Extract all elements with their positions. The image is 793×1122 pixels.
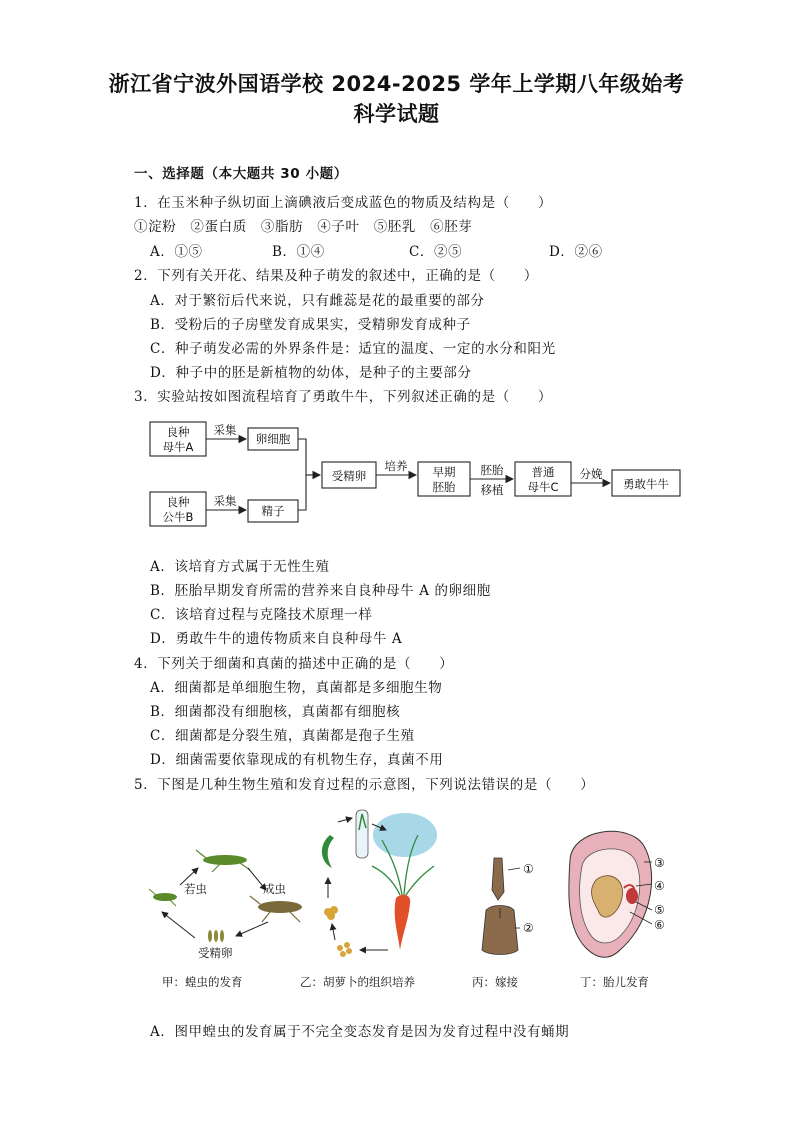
q3-option-d: D．勇敢牛牛的遗传物质来自良种母牛 A [150,631,403,647]
adult-label: 成虫 [263,882,286,896]
q1-option-a: A．①⑤ [150,244,203,260]
locust-nymph-icon [149,889,177,906]
birth-label: 分娩 [579,467,603,481]
breeding-flow-diagram [140,412,700,537]
sperm-label: 精子 [261,504,285,518]
locust-eggs-icon [208,930,224,942]
carrot-leaves-bg [373,813,437,857]
result-label: 勇敢牛牛 [623,477,669,491]
q1-option-c: C．②⑤ [409,244,463,260]
zygote-label: 受精卵 [331,469,367,483]
box-a-line1: 良种 [166,425,190,439]
scion-icon [492,858,504,900]
explant-icon [322,835,334,868]
q4-option-d: D．细菌需要依靠现成的有机物生存，真菌不用 [150,752,444,768]
mark-3: ③ [654,856,665,870]
mark-6: ⑥ [654,918,665,932]
placenta-icon [626,888,638,904]
mark-4: ④ [654,879,665,893]
locust-cycle [149,850,302,960]
q3-option-c: C．该培育过程与克隆技术原理一样 [150,607,373,623]
box-b-line1: 良种 [166,495,190,509]
question-2-stem: 2．下列有关开花、结果及种子萌发的叙述中，正确的是（ ） [134,268,538,284]
q2-option-a: A．对于繁衍后代来说，只有雌蕊是花的最重要的部分 [150,293,485,309]
collect-label-top: 采集 [213,423,237,437]
q5-option-a: A．图甲蝗虫的发育属于不完全变态发育是因为发育过程中没有蛹期 [150,1024,570,1040]
box-a-line2: 母牛A [162,440,194,454]
q4-option-a: A．细菌都是单细胞生物，真菌都是多细胞生物 [150,680,443,696]
question-1-stem: 1．在玉米种子纵切面上滴碘液后变成蓝色的物质及结构是（ ） [134,195,553,211]
locust-adult-top-icon [196,850,250,872]
mark-2: ② [523,921,534,935]
section-heading: 一、选择题（本大题共 30 小题） [134,166,348,182]
caption-yi: 乙：胡萝卜的组织培养 [300,975,415,989]
q3-option-a: A．该培育方式属于无性生殖 [150,559,330,575]
q2-option-d: D．种子中的胚是新植物的幼体，是种子的主要部分 [150,365,472,381]
mark-5: ⑤ [654,903,665,917]
reproduction-figure [140,800,700,1000]
q1-option-b: B．①④ [272,244,325,260]
question-1-items: ①淀粉 ②蛋白质 ③脂肪 ④子叶 ⑤胚乳 ⑥胚芽 [134,219,473,235]
page-title: 浙江省宁波外国语学校 2024-2025 学年上学期八年级始考 [108,72,685,96]
carrot-culture [322,810,437,957]
culture-label: 培养 [384,459,408,473]
cells-icon [337,942,352,957]
locust-adult-icon [250,896,302,922]
caption-bing: 丙：嫁接 [472,975,518,989]
question-3-stem: 3．实验站按如图流程培育了勇敢牛牛，下列叙述正确的是（ ） [134,389,553,405]
embryo-line1: 早期 [432,465,456,479]
collect-label-bottom: 采集 [213,494,237,508]
page-subtitle: 科学试题 [353,102,440,126]
egg-label: 卵细胞 [255,432,291,446]
q4-option-b: B．细菌都没有细胞核，真菌都有细胞核 [150,704,401,720]
transfer-line1: 胚胎 [480,463,504,477]
grafting [482,858,534,955]
host-line1: 普通 [531,465,555,479]
q2-option-c: C．种子萌发必需的外界条件是：适宜的温度、一定的水分和阳光 [150,341,556,357]
callus-icon [324,906,338,920]
egg-label: 受精卵 [198,946,233,960]
q1-option-d: D．②⑥ [549,244,603,260]
question-4-stem: 4．下列关于细菌和真菌的描述中正确的是（ ） [134,656,454,672]
q2-option-b: B．受粉后的子房壁发育成果实，受精卵发育成种子 [150,317,471,333]
embryo-line2: 胚胎 [432,480,456,494]
question-5-stem: 5．下图是几种生物生殖和发育过程的示意图，下列说法错误的是（ ） [134,777,595,793]
mark-1: ① [523,862,534,876]
q4-option-c: C．细菌都是分裂生殖，真菌都是孢子生殖 [150,728,415,744]
q3-option-b: B．胚胎早期发育所需的营养来自良种母牛 A 的卵细胞 [150,583,491,599]
carrot-root-icon [395,895,411,950]
caption-ding: 丁：胎儿发育 [580,975,649,989]
caption-jia: 甲：蝗虫的发育 [162,975,243,989]
fetus [569,831,665,957]
transfer-line2: 移植 [480,483,504,497]
nymph-label: 若虫 [184,882,207,896]
host-line2: 母牛C [527,480,559,494]
box-b-line2: 公牛B [162,510,194,524]
